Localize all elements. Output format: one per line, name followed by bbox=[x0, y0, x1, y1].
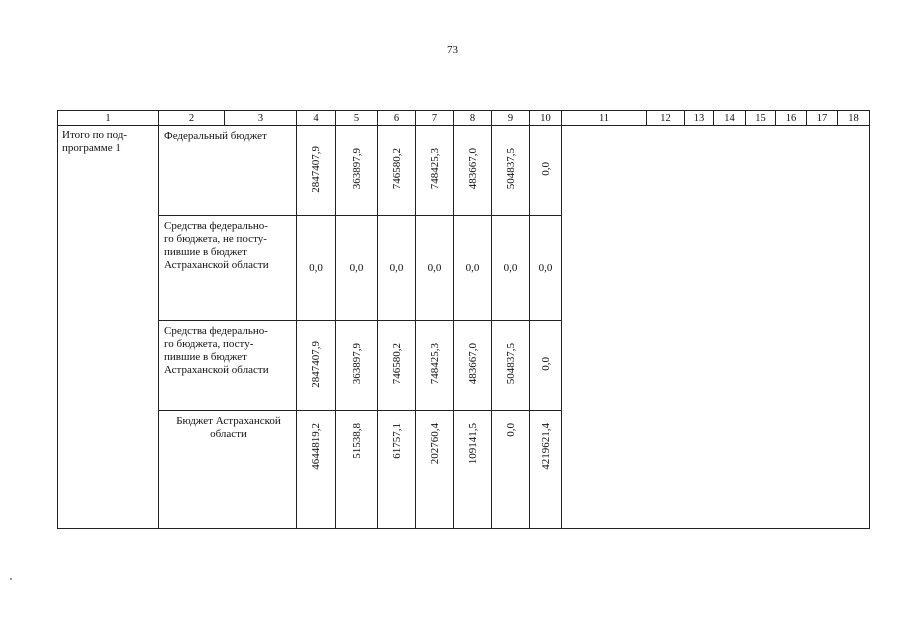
col-header-7: 7 bbox=[416, 111, 454, 126]
col-header-4: 4 bbox=[297, 111, 336, 126]
page-number: 73 bbox=[447, 44, 458, 56]
value-cell: 363897,9 bbox=[350, 343, 363, 385]
value-cell: 483667,0 bbox=[466, 148, 479, 190]
value-cell: 504837,5 bbox=[504, 343, 517, 385]
col-header-5: 5 bbox=[336, 111, 378, 126]
value-cell: 202760,4 bbox=[428, 423, 441, 465]
col-header-14: 14 bbox=[714, 111, 746, 126]
col-header-1: 1 bbox=[58, 111, 159, 126]
value-cell: 0,0 bbox=[416, 216, 454, 321]
col-header-16: 16 bbox=[776, 111, 807, 126]
value-cell: 109141,5 bbox=[466, 423, 479, 465]
value-cell: 61757,1 bbox=[390, 423, 403, 459]
col-header-11: 11 bbox=[562, 111, 647, 126]
value-cell: 2847407,9 bbox=[310, 340, 322, 388]
col-header-12: 12 bbox=[647, 111, 685, 126]
funding-source: Средства федерально- го бюджета, не посту- пившие в бюджет Астраханской области bbox=[159, 216, 297, 321]
value-cell: 4644819,2 bbox=[310, 423, 322, 470]
value-cell: 483667,0 bbox=[466, 343, 479, 385]
value-cell: 746580,2 bbox=[390, 148, 403, 190]
value-cell: 746580,2 bbox=[390, 343, 403, 385]
value-cell: 0,0 bbox=[336, 216, 378, 321]
value-cell: 363897,9 bbox=[350, 148, 363, 190]
budget-table bbox=[57, 110, 870, 529]
value-cell: 0,0 bbox=[539, 162, 552, 176]
col-header-9: 9 bbox=[492, 111, 530, 126]
col-header-10: 10 bbox=[530, 111, 562, 126]
value-cell: 0,0 bbox=[454, 216, 492, 321]
col-header-13: 13 bbox=[685, 111, 714, 126]
col-header-18: 18 bbox=[838, 111, 870, 126]
funding-source: Бюджет Астраханской области bbox=[159, 411, 297, 529]
value-cell: 0,0 bbox=[504, 423, 517, 437]
value-cell: 748425,3 bbox=[428, 148, 441, 190]
value-cell: 0,0 bbox=[539, 357, 552, 371]
col-header-3: 3 bbox=[225, 111, 297, 126]
value-cell: 0,0 bbox=[297, 216, 336, 321]
col-header-15: 15 bbox=[746, 111, 776, 126]
table-row bbox=[58, 126, 870, 216]
value-cell: 4219621,4 bbox=[539, 423, 552, 470]
value-cell: 748425,3 bbox=[428, 343, 441, 385]
value-cell: 0,0 bbox=[530, 216, 562, 321]
value-cell: 51538,8 bbox=[350, 423, 363, 459]
funding-source: Средства федерально- го бюджета, посту- пившие в бюджет Астраханской области bbox=[159, 321, 297, 411]
empty-columns-11-18 bbox=[562, 126, 870, 529]
value-cell: 2847407,9 bbox=[310, 145, 322, 193]
value-cell: 0,0 bbox=[492, 216, 530, 321]
col-header-17: 17 bbox=[807, 111, 838, 126]
value-cell: 0,0 bbox=[378, 216, 416, 321]
col-header-2: 2 bbox=[159, 111, 225, 126]
value-cell: 504837,5 bbox=[504, 148, 517, 190]
col-header-8: 8 bbox=[454, 111, 492, 126]
funding-source: Федеральный бюджет bbox=[159, 126, 297, 216]
col-header-6: 6 bbox=[378, 111, 416, 126]
scan-speck bbox=[10, 578, 12, 580]
header-row bbox=[58, 111, 870, 126]
row-label: Итого по под- программе 1 bbox=[58, 126, 159, 529]
